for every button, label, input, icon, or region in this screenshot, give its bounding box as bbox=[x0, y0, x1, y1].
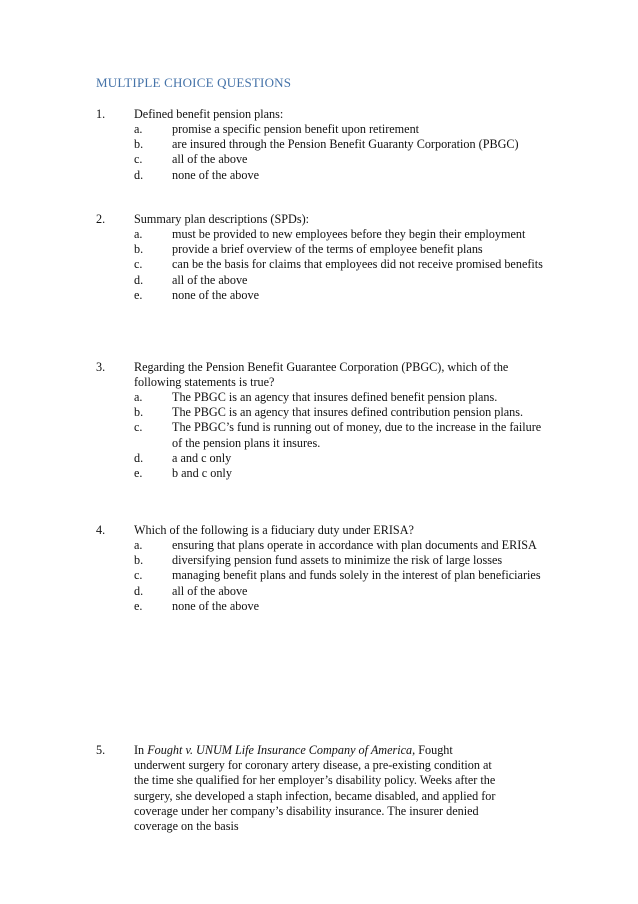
option-c bbox=[134, 257, 554, 272]
option-text: none of the above bbox=[172, 287, 259, 302]
option-text: can be the basis for claims that employees did not receive promised benefits bbox=[172, 257, 543, 272]
option-letter: d. bbox=[134, 272, 144, 287]
option-c bbox=[134, 568, 554, 583]
stem-prefix: In bbox=[134, 743, 148, 757]
option-text: ensuring that plans operate in accordance with plan documents and ERISA bbox=[172, 538, 537, 552]
option-text: provide a brief overview of the terms of employee benefit plans bbox=[172, 242, 483, 257]
option-e bbox=[134, 599, 554, 614]
option-letter: c. bbox=[134, 568, 143, 583]
option-text: a and c only bbox=[172, 450, 232, 465]
option-letter: a. bbox=[134, 122, 143, 136]
option-e bbox=[134, 288, 554, 303]
option-letter: d. bbox=[134, 450, 144, 465]
question-stem: Regarding the Pension Benefit Guarantee Corporation (PBGC), which of the following statements is true? bbox=[134, 360, 509, 390]
option-e bbox=[134, 466, 554, 481]
option-d bbox=[134, 273, 554, 288]
option-d bbox=[134, 584, 554, 599]
option-letter: c. bbox=[134, 420, 143, 435]
question-number: 2. bbox=[96, 212, 106, 226]
option-letter: a. bbox=[134, 227, 143, 241]
option-a bbox=[134, 390, 554, 405]
option-letter: c. bbox=[134, 257, 143, 272]
stem-body: Fought underwent surgery for coronary artery disease, a pre-existing condition at the time she qualified for her employer’s disability policy. Weeks after the surgery, she developed a staph infection, became disabled, and applied for coverage under her company’s disability insurance. The insurer denied coverage on the basis bbox=[134, 743, 496, 834]
option-letter: c. bbox=[134, 152, 143, 167]
option-letter: b. bbox=[134, 553, 144, 568]
option-letter: b. bbox=[134, 405, 144, 420]
option-d bbox=[134, 168, 554, 183]
option-list bbox=[134, 227, 554, 303]
question-number: 3. bbox=[96, 360, 106, 374]
option-b bbox=[134, 137, 554, 152]
question-number: 4. bbox=[96, 523, 106, 537]
option-letter: e. bbox=[134, 287, 143, 302]
option-text: The PBGC is an agency that insures defined contribution pension plans. bbox=[172, 405, 524, 420]
option-text: none of the above bbox=[172, 167, 259, 182]
section-heading: MULTIPLE CHOICE QUESTIONS bbox=[96, 75, 292, 90]
option-d bbox=[134, 451, 554, 466]
option-letter: d. bbox=[134, 167, 144, 182]
option-letter: e. bbox=[134, 466, 143, 481]
option-text: are insured through the Pension Benefit Guaranty Corporation (PBGC) bbox=[172, 137, 519, 152]
option-text: all of the above bbox=[172, 272, 248, 287]
option-letter: b. bbox=[134, 242, 144, 257]
option-c bbox=[134, 152, 554, 167]
option-a bbox=[134, 227, 554, 242]
option-text: The PBGC’s fund is running out of money, due to the increase in the failure of the pension plans it insures. bbox=[172, 420, 542, 450]
question-number: 1. bbox=[96, 107, 106, 121]
option-a bbox=[134, 122, 554, 137]
option-text: promise a specific pension benefit upon retirement bbox=[172, 122, 420, 136]
option-text: diversifying pension fund assets to minimize the risk of large losses bbox=[172, 553, 503, 568]
option-a bbox=[134, 538, 554, 553]
option-b bbox=[134, 405, 554, 420]
option-letter: a. bbox=[134, 538, 143, 552]
option-text: The PBGC is an agency that insures defined benefit pension plans. bbox=[172, 390, 498, 404]
question-stem bbox=[134, 743, 506, 834]
question-number: 5. bbox=[96, 743, 106, 757]
option-text: none of the above bbox=[172, 598, 259, 613]
question-stem: Defined benefit pension plans: bbox=[134, 107, 284, 121]
option-text: must be provided to new employees before they begin their employment bbox=[172, 227, 526, 241]
option-text: managing benefit plans and funds solely in the interest of plan beneficiaries bbox=[172, 568, 541, 583]
case-name: Fought v. UNUM Life Insurance Company of America, bbox=[147, 743, 416, 757]
option-list bbox=[134, 390, 554, 481]
option-letter: d. bbox=[134, 583, 144, 598]
option-letter: a. bbox=[134, 390, 143, 404]
option-b bbox=[134, 553, 554, 568]
option-letter: e. bbox=[134, 598, 143, 613]
question-stem: Summary plan descriptions (SPDs): bbox=[134, 212, 310, 226]
option-text: all of the above bbox=[172, 583, 248, 598]
option-list bbox=[134, 122, 554, 183]
option-text: b and c only bbox=[172, 466, 232, 481]
option-list bbox=[134, 538, 554, 614]
question-stem: Which of the following is a fiduciary duty under ERISA? bbox=[134, 523, 414, 537]
option-b bbox=[134, 242, 554, 257]
option-text: all of the above bbox=[172, 152, 248, 167]
option-c bbox=[134, 420, 554, 450]
option-letter: b. bbox=[134, 137, 144, 152]
